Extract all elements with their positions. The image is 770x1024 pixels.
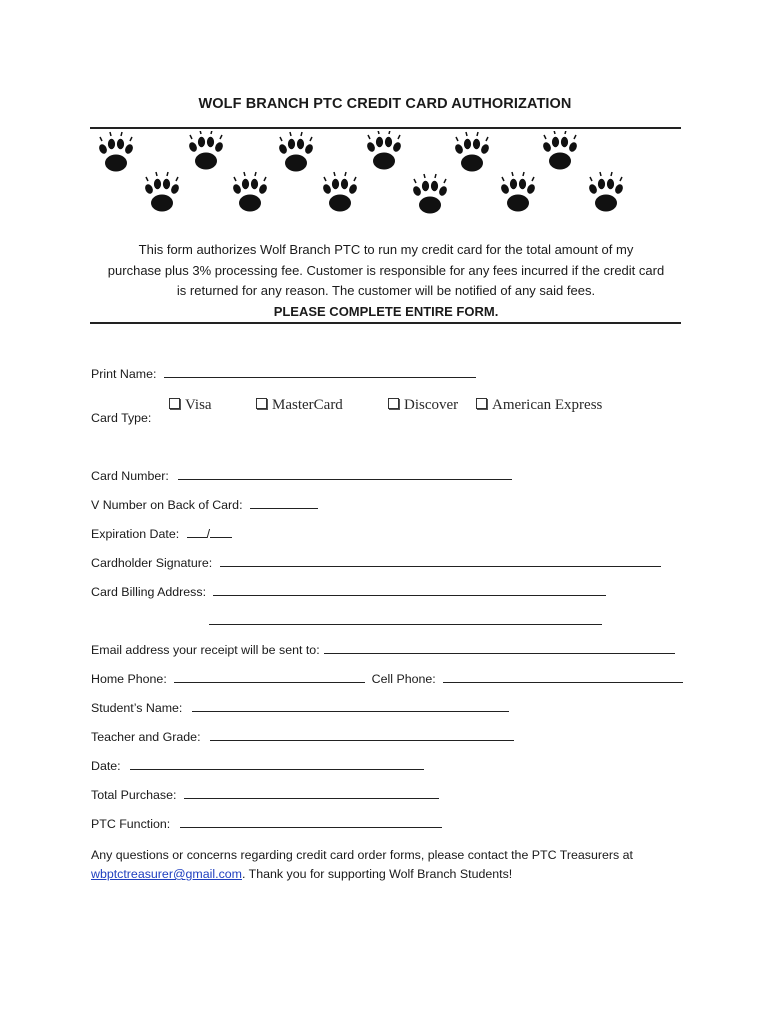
expiration-separator: / <box>206 527 211 541</box>
paw-icon <box>412 174 449 214</box>
date-label: Date: <box>91 759 121 773</box>
treasurer-email-link[interactable]: wbptctreasurer@gmail.com <box>91 867 242 881</box>
form-title: WOLF BRANCH PTC CREDIT CARD AUTHORIZATION <box>198 96 572 112</box>
discover-checkbox[interactable] <box>388 398 399 409</box>
paw-icon <box>454 132 491 172</box>
intro-line: purchase plus 3% processing fee. Customer is responsible for any fees incurred if the credit card <box>107 262 665 278</box>
phone-row <box>91 671 683 686</box>
expiration-month-field[interactable] <box>187 526 207 538</box>
paw-icon <box>144 172 181 212</box>
contact-footer <box>91 846 691 884</box>
date-row <box>91 758 424 773</box>
title-divider <box>90 127 681 129</box>
student-name-row <box>91 700 509 715</box>
total-purchase-row <box>91 787 439 802</box>
print-name-label: Print Name: <box>91 367 157 381</box>
v-number-row <box>91 497 318 512</box>
cell-phone-field[interactable] <box>443 671 683 683</box>
ptc-function-row <box>91 816 442 831</box>
paw-icon <box>500 172 537 212</box>
total-purchase-field[interactable] <box>184 787 439 799</box>
billing-address-row <box>91 584 606 599</box>
billing-address-label: Card Billing Address: <box>91 585 207 599</box>
mastercard-option[interactable] <box>256 397 343 414</box>
ptc-function-field[interactable] <box>180 816 442 828</box>
home-phone-label: Home Phone: <box>91 672 167 686</box>
email-label: Email address your receipt will be sent to: <box>91 643 320 657</box>
billing-address-field[interactable] <box>213 584 606 596</box>
email-field[interactable] <box>324 642 675 654</box>
teacher-grade-label: Teacher and Grade: <box>91 730 201 744</box>
student-name-label: Student’s Name: <box>91 701 183 715</box>
date-field[interactable] <box>130 758 424 770</box>
expiration-year-field[interactable] <box>210 526 232 538</box>
total-purchase-label: Total Purchase: <box>91 788 177 802</box>
complete-form-notice: PLEASE COMPLETE ENTIRE FORM. <box>273 303 499 319</box>
v-number-field[interactable] <box>250 497 318 509</box>
v-number-label: V Number on Back of Card: <box>91 498 243 512</box>
paw-prints-banner <box>94 131 639 227</box>
paw-icon <box>542 131 579 170</box>
expiration-label: Expiration Date: <box>91 527 180 541</box>
email-row <box>91 642 675 657</box>
mastercard-checkbox[interactable] <box>256 398 267 409</box>
billing-address-row-2 <box>209 613 602 628</box>
signature-row <box>91 555 661 570</box>
print-name-field[interactable] <box>164 366 476 378</box>
paw-icon <box>588 172 625 212</box>
footer-thanks: . Thank you for supporting Wolf Branch Students! <box>242 867 513 881</box>
paw-icon <box>278 132 315 172</box>
footer-text: Any questions or concerns regarding credit card order forms, please contact the PTC Treasurers at <box>91 848 633 862</box>
amex-option[interactable] <box>476 397 602 414</box>
discover-label: Discover <box>404 397 459 413</box>
discover-option[interactable] <box>388 397 458 414</box>
print-name-row <box>91 366 476 381</box>
card-number-field[interactable] <box>178 468 512 480</box>
intro-line: is returned for any reason. The customer will be notified of any said fees. <box>176 283 596 298</box>
expiration-row <box>91 526 232 541</box>
card-number-label: Card Number: <box>91 469 169 483</box>
card-type-label: Card Type: <box>91 411 152 425</box>
billing-address-field-2[interactable] <box>209 613 602 625</box>
visa-checkbox[interactable] <box>169 398 180 409</box>
cell-phone-label: Cell Phone: <box>371 672 436 686</box>
student-name-field[interactable] <box>192 700 509 712</box>
amex-checkbox[interactable] <box>476 398 487 409</box>
mastercard-label: MasterCard <box>272 397 343 413</box>
visa-option[interactable] <box>169 397 212 414</box>
paw-icon <box>98 132 135 172</box>
intro-line: This form authorizes Wolf Branch PTC to run my credit card for the total amount of my <box>138 242 634 257</box>
signature-field[interactable] <box>220 555 661 567</box>
paw-icon <box>366 131 403 170</box>
amex-label: American Express <box>492 397 603 413</box>
intro-divider <box>90 322 681 324</box>
authorization-text <box>86 240 686 322</box>
signature-label: Cardholder Signature: <box>91 556 213 570</box>
home-phone-field[interactable] <box>174 671 365 683</box>
card-number-row <box>91 468 512 483</box>
paw-icon <box>322 172 359 212</box>
teacher-grade-field[interactable] <box>210 729 514 741</box>
visa-label: Visa <box>185 397 212 413</box>
teacher-grade-row <box>91 729 514 744</box>
ptc-function-label: PTC Function: <box>91 817 171 831</box>
paw-icon <box>232 172 269 212</box>
paw-icon <box>188 131 225 170</box>
